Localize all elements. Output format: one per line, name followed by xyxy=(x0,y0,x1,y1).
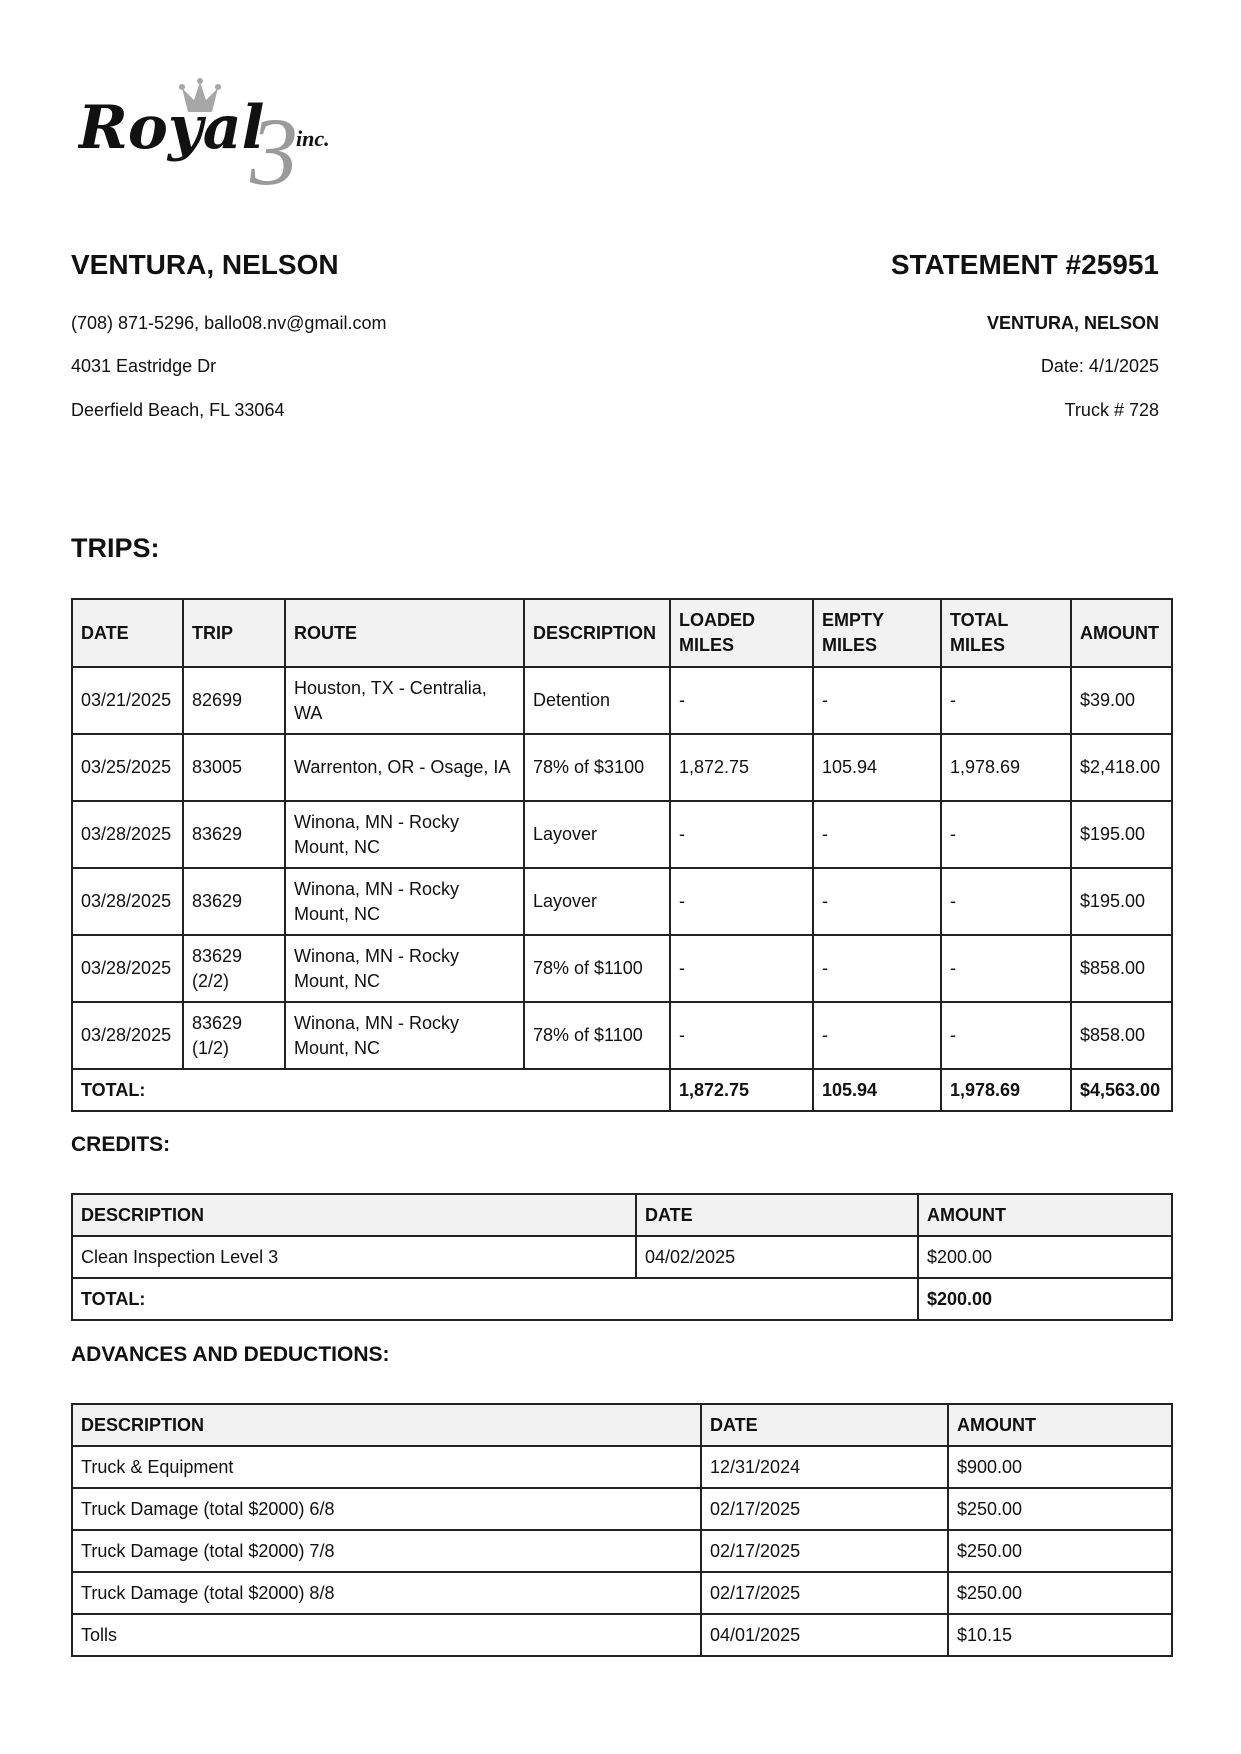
total-amount: $4,563.00 xyxy=(1071,1069,1172,1111)
table-cell: Houston, TX - Centralia, WA xyxy=(285,667,524,734)
column-header: DESCRIPTION xyxy=(524,599,670,667)
table-cell: - xyxy=(941,868,1071,935)
driver-contact: (708) 871-5296, ballo08.nv@gmail.com xyxy=(71,313,387,333)
table-header-row xyxy=(72,1194,1172,1236)
table-cell: $39.00 xyxy=(1071,667,1172,734)
total-total-miles: 1,978.69 xyxy=(941,1069,1071,1111)
table-cell: $858.00 xyxy=(1071,1002,1172,1069)
total-loaded-miles: 1,872.75 xyxy=(670,1069,813,1111)
table-cell: 04/01/2025 xyxy=(701,1614,948,1656)
total-amount: $200.00 xyxy=(918,1278,1172,1320)
table-cell: Layover xyxy=(524,868,670,935)
table-cell: 03/28/2025 xyxy=(72,1002,183,1069)
table-row xyxy=(72,667,1172,734)
table-row xyxy=(72,1236,1172,1278)
trips-section-title: TRIPS: xyxy=(71,533,160,563)
table-cell: - xyxy=(813,1002,941,1069)
total-empty-miles: 105.94 xyxy=(813,1069,941,1111)
table-cell: 03/28/2025 xyxy=(72,801,183,868)
column-header: DATE xyxy=(636,1194,918,1236)
total-label: TOTAL: xyxy=(72,1069,670,1111)
trips-table xyxy=(71,598,1173,1112)
logo-script-text: Royal xyxy=(78,93,265,163)
table-cell: 02/17/2025 xyxy=(701,1530,948,1572)
total-label: TOTAL: xyxy=(72,1278,918,1320)
statement-name: VENTURA, NELSON xyxy=(986,313,1159,333)
table-cell: 83629 (2/2) xyxy=(183,935,285,1002)
table-row xyxy=(72,868,1172,935)
table-cell: 83629 (1/2) xyxy=(183,1002,285,1069)
table-cell: $250.00 xyxy=(948,1572,1172,1614)
table-cell: Detention xyxy=(524,667,670,734)
table-row xyxy=(72,935,1172,1002)
statement-date: Date: 4/1/2025 xyxy=(1040,356,1159,376)
table-cell: - xyxy=(941,935,1071,1002)
table-cell: Layover xyxy=(524,801,670,868)
table-header-row xyxy=(72,599,1172,667)
column-header: AMOUNT xyxy=(918,1194,1172,1236)
table-row xyxy=(72,1614,1172,1656)
driver-address-line2: Deerfield Beach, FL 33064 xyxy=(71,400,285,420)
table-cell: - xyxy=(670,868,813,935)
table-cell: 105.94 xyxy=(813,734,941,801)
table-cell: 83005 xyxy=(183,734,285,801)
table-row xyxy=(72,1572,1172,1614)
credits-section-title: CREDITS: xyxy=(71,1133,171,1156)
table-cell: 03/21/2025 xyxy=(72,667,183,734)
table-cell: 78% of $1100 xyxy=(524,935,670,1002)
table-cell: $858.00 xyxy=(1071,935,1172,1002)
table-cell: $250.00 xyxy=(948,1530,1172,1572)
table-cell: Winona, MN - Rocky Mount, NC xyxy=(285,935,524,1002)
driver-info xyxy=(71,248,631,420)
table-cell: 78% of $1100 xyxy=(524,1002,670,1069)
column-header: DESCRIPTION xyxy=(72,1194,636,1236)
table-cell: - xyxy=(670,801,813,868)
table-cell: 83629 xyxy=(183,801,285,868)
total-row xyxy=(72,1069,1172,1111)
table-cell: - xyxy=(941,667,1071,734)
table-row xyxy=(72,1488,1172,1530)
advances-section-title: ADVANCES AND DEDUCTIONS: xyxy=(71,1343,390,1366)
table-cell: - xyxy=(670,1002,813,1069)
column-header: TRIP xyxy=(183,599,285,667)
table-cell: 03/28/2025 xyxy=(72,868,183,935)
table-cell: 04/02/2025 xyxy=(636,1236,918,1278)
table-cell: Warrenton, OR - Osage, IA xyxy=(285,734,524,801)
table-cell: $900.00 xyxy=(948,1446,1172,1488)
driver-name: VENTURA, NELSON xyxy=(71,249,339,280)
company-logo xyxy=(78,76,378,192)
driver-address-line1: 4031 Eastridge Dr xyxy=(71,356,217,376)
total-row xyxy=(72,1278,1172,1320)
table-cell: Clean Inspection Level 3 xyxy=(72,1236,636,1278)
table-cell: 02/17/2025 xyxy=(701,1572,948,1614)
table-cell: - xyxy=(670,667,813,734)
table-cell: - xyxy=(941,1002,1071,1069)
column-header: DATE xyxy=(72,599,183,667)
table-cell: 02/17/2025 xyxy=(701,1488,948,1530)
logo-suffix: inc. xyxy=(296,126,330,151)
table-cell: 1,872.75 xyxy=(670,734,813,801)
table-cell: $195.00 xyxy=(1071,868,1172,935)
table-cell: 83629 xyxy=(183,868,285,935)
table-cell: $200.00 xyxy=(918,1236,1172,1278)
table-cell: $10.15 xyxy=(948,1614,1172,1656)
table-row xyxy=(72,734,1172,801)
table-row xyxy=(72,1002,1172,1069)
table-cell: - xyxy=(813,801,941,868)
table-cell: 82699 xyxy=(183,667,285,734)
table-row xyxy=(72,1446,1172,1488)
statement-title: STATEMENT #25951 xyxy=(890,249,1159,280)
table-cell: - xyxy=(941,801,1071,868)
table-cell: 1,978.69 xyxy=(941,734,1071,801)
table-cell: - xyxy=(670,935,813,1002)
table-cell: 03/25/2025 xyxy=(72,734,183,801)
column-header: DATE xyxy=(701,1404,948,1446)
table-cell: - xyxy=(813,667,941,734)
table-cell: - xyxy=(813,935,941,1002)
table-cell: Tolls xyxy=(72,1614,701,1656)
table-cell: $2,418.00 xyxy=(1071,734,1172,801)
statement-truck: Truck # 728 xyxy=(1064,400,1159,420)
table-cell: Truck & Equipment xyxy=(72,1446,701,1488)
table-row xyxy=(72,801,1172,868)
table-row xyxy=(72,1530,1172,1572)
table-cell: Winona, MN - Rocky Mount, NC xyxy=(285,1002,524,1069)
table-cell: - xyxy=(813,868,941,935)
table-cell: 03/28/2025 xyxy=(72,935,183,1002)
credits-table xyxy=(71,1193,1173,1321)
column-header: LOADED MILES xyxy=(670,599,813,667)
table-cell: Truck Damage (total $2000) 8/8 xyxy=(72,1572,701,1614)
advances-table xyxy=(71,1403,1173,1657)
table-header-row xyxy=(72,1404,1172,1446)
table-cell: $250.00 xyxy=(948,1488,1172,1530)
table-cell: 12/31/2024 xyxy=(701,1446,948,1488)
column-header: AMOUNT xyxy=(1071,599,1172,667)
table-cell: Truck Damage (total $2000) 7/8 xyxy=(72,1530,701,1572)
table-cell: Truck Damage (total $2000) 6/8 xyxy=(72,1488,701,1530)
column-header: ROUTE xyxy=(285,599,524,667)
table-cell: 78% of $3100 xyxy=(524,734,670,801)
column-header: TOTAL MILES xyxy=(941,599,1071,667)
table-cell: $195.00 xyxy=(1071,801,1172,868)
table-cell: Winona, MN - Rocky Mount, NC xyxy=(285,868,524,935)
logo-numeral: 3 xyxy=(250,98,298,192)
table-cell: Winona, MN - Rocky Mount, NC xyxy=(285,801,524,868)
statement-info xyxy=(599,248,1159,420)
column-header: EMPTY MILES xyxy=(813,599,941,667)
column-header: DESCRIPTION xyxy=(72,1404,701,1446)
column-header: AMOUNT xyxy=(948,1404,1172,1446)
